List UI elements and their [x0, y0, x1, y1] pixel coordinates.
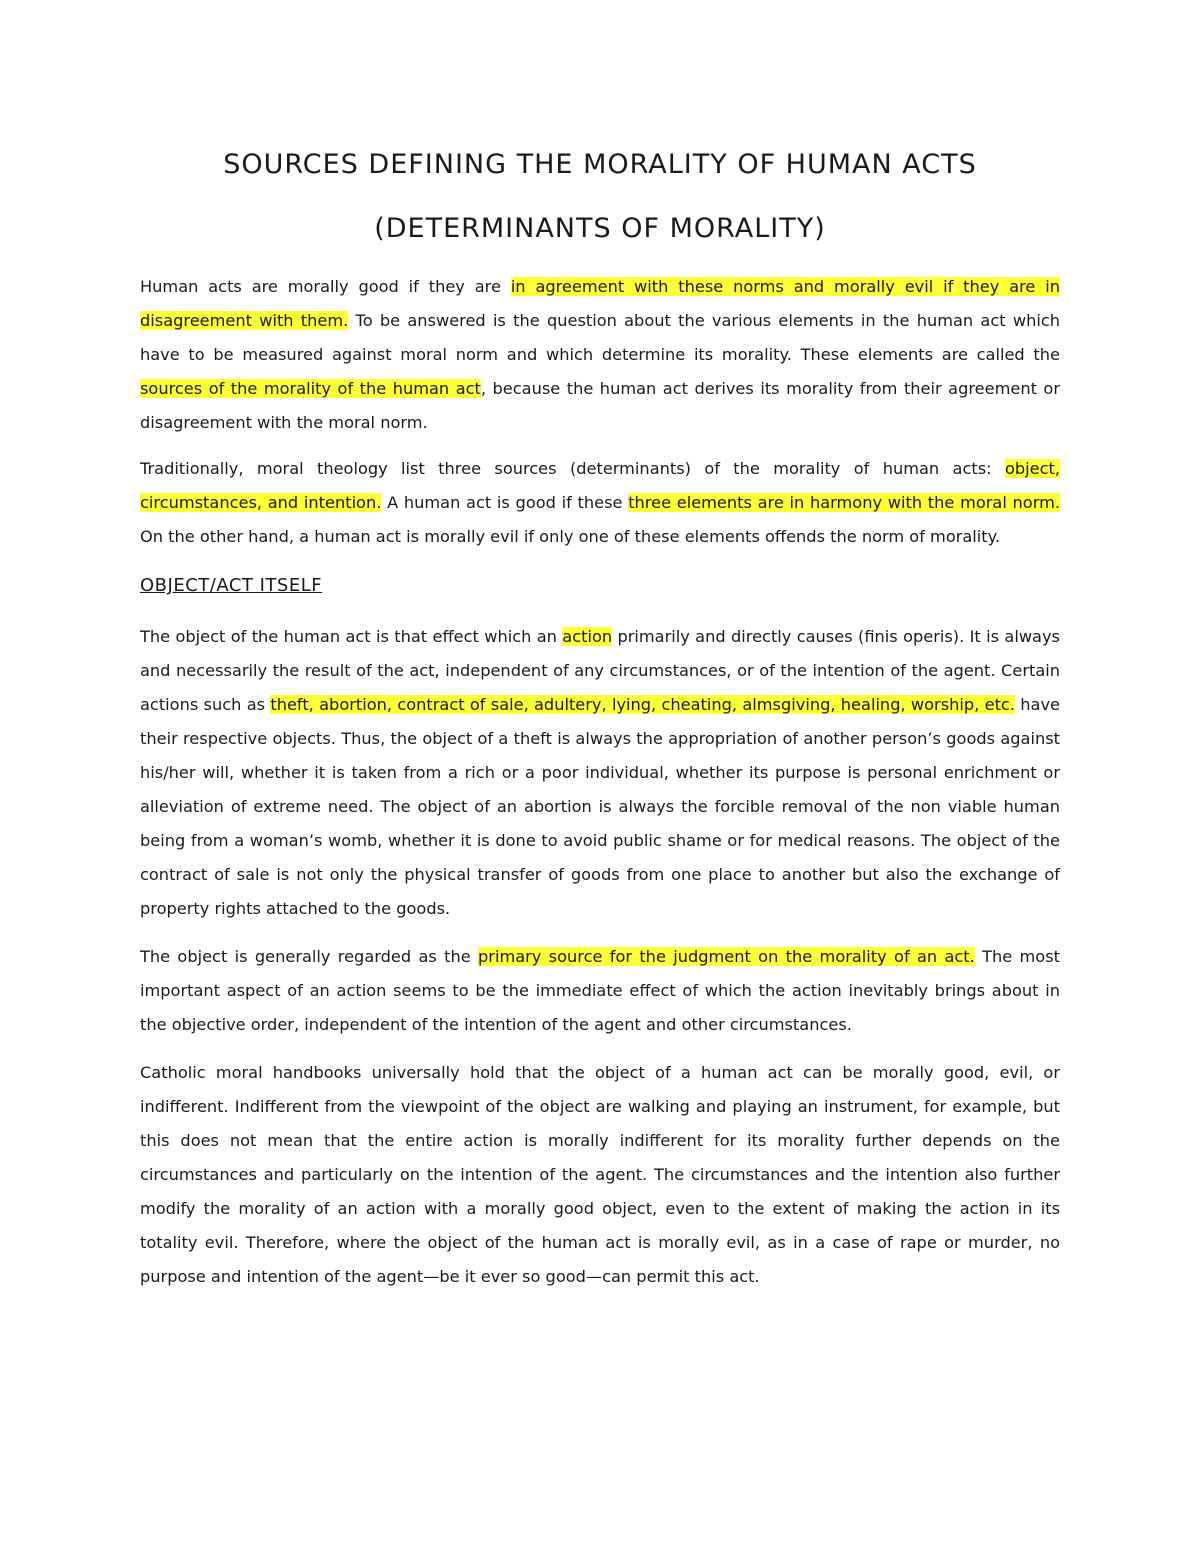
highlighted-text: action: [562, 627, 613, 646]
highlighted-text: primary source for the judgment on the morality of an act.: [478, 947, 975, 966]
text-run: The object of the human act is that effect which an: [140, 627, 563, 646]
highlighted-text: object, circumstances, and intention.: [140, 459, 1060, 512]
highlighted-text: theft, abortion, contract of sale, adultery, lying, cheating, almsgiving, healing, worship, etc.: [270, 695, 1015, 714]
text-run: primarily and directly causes (finis operis). It is always and necessarily the result of the act, independent of any circumstances, or of the intention of the agent. Certain actions such as: [140, 627, 1060, 714]
document-title: SOURCES DEFINING THE MORALITY OF HUMAN ACTS: [223, 149, 977, 180]
text-run: To be answered is the question about the various elements in the human act which have to be measured against moral norm and which determine its morality. These elements are called the: [140, 311, 1060, 364]
text-run: The object is generally regarded as the: [140, 947, 479, 966]
paragraph-object-definition: [140, 620, 1060, 926]
section-heading: OBJECT/ACT ITSELF: [140, 575, 323, 596]
document-content: [140, 140, 1060, 1294]
highlighted-text: sources of the morality of the human act: [140, 379, 481, 398]
paragraph-intro: [140, 270, 1060, 440]
paragraph-sources: [140, 452, 1060, 554]
text-run: On the other hand, a human act is morally evil if only one of these elements offends the norm of morality.: [140, 527, 1001, 546]
text-run: A human act is good if these: [381, 493, 629, 512]
highlighted-text: in agreement with these norms and morally evil if they are in disagreement with them.: [140, 277, 1060, 330]
highlighted-text: three elements are in harmony with the moral norm.: [628, 493, 1060, 512]
document-subtitle: (DETERMINANTS OF MORALITY): [374, 213, 826, 244]
text-run: have their respective objects. Thus, the object of a theft is always the appropriation of another person’s goods against his/her will, whether it is taken from a rich or a poor individual, whether its purpose is personal enrichment or alleviation of extreme need. The object of an abortion is always the forcible removal of the non viable human being from a woman’s womb, whether it is done to avoid public shame or for medical reasons. The object of the contract of sale is not only the physical transfer of goods from one place to another but also the exchange of property rights attached to the goods.: [140, 695, 1060, 918]
paragraph-primary-source: [140, 940, 1060, 1042]
text-run: The most important aspect of an action seems to be the immediate effect of which the action inevitably brings about in the objective order, independent of the intention of the agent and other circumstances.: [140, 947, 1060, 1034]
text-run: Human acts are morally good if they are: [140, 277, 511, 296]
text-run: , because the human act derives its morality from their agreement or disagreement with the moral norm.: [140, 379, 1060, 432]
paragraph-handbooks: Catholic moral handbooks universally hold that the object of a human act can be morally good, evil, or indifferent. Indifferent from the viewpoint of the object are walking and playing an instrument, for example, but this does not mean that the entire action is morally indifferent for its morality further depends on the circumstances and particularly on the intention of the agent. The circumstances and the intention also further modify the morality of an action with a morally good object, even to the extent of making the action in its totality evil. Therefore, where the object of the human act is morally evil, as in a case of rape or murder, no purpose and intention of the agent—be it ever so good—can permit this act.: [140, 1063, 1060, 1286]
text-run: Traditionally, moral theology list three sources (determinants) of the morality of human acts:: [140, 459, 1005, 478]
